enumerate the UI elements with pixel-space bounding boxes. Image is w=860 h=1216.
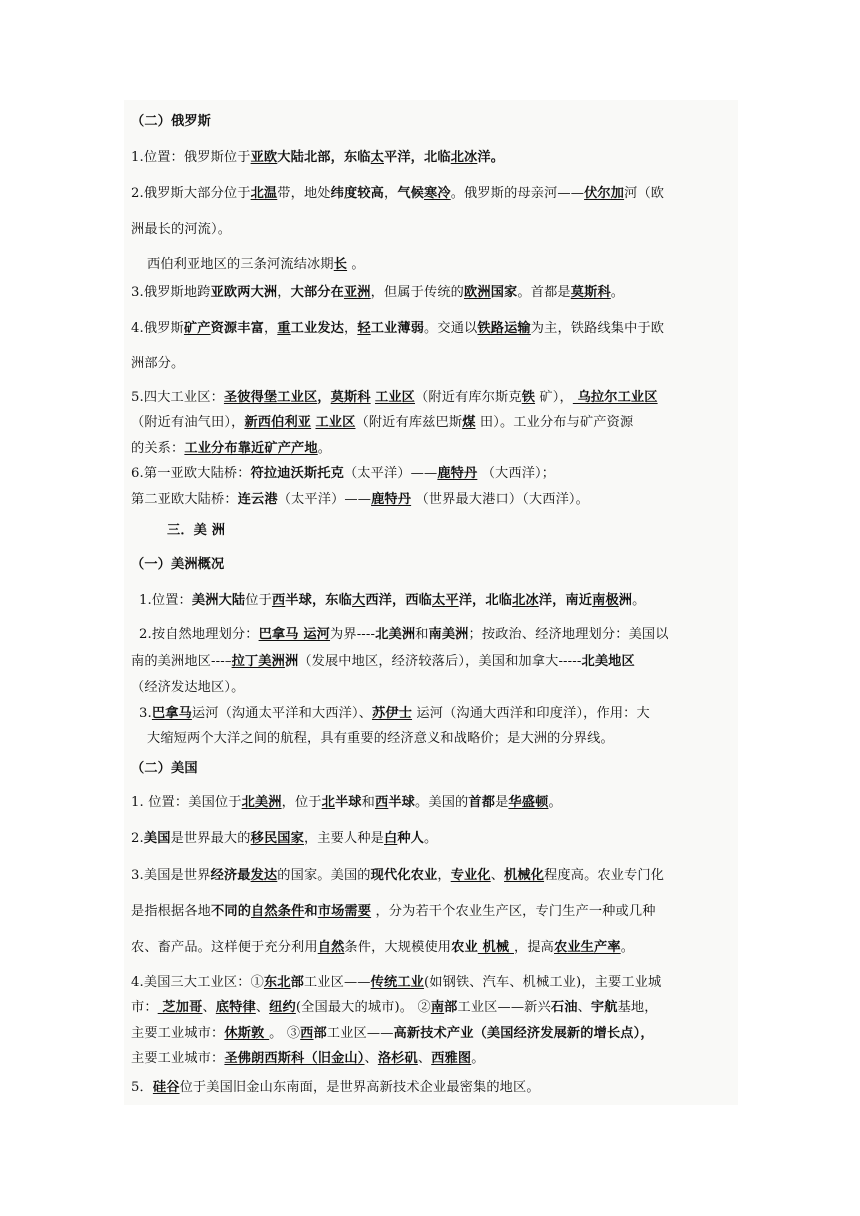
- text-segment: 。首都是: [517, 285, 571, 300]
- text-segment: 5.四大工业区：: [131, 390, 224, 405]
- text-line: [131, 1079, 540, 1097]
- text-line: [131, 903, 656, 921]
- text-segment: 3.美国是世界: [131, 868, 211, 883]
- text-segment: 洋，北临: [458, 593, 513, 608]
- text-segment: (全国最大的城市)。 ②: [295, 1000, 431, 1015]
- text-segment: 北温: [250, 186, 278, 201]
- text-segment: 、: [202, 1000, 216, 1015]
- text-line: [131, 465, 555, 483]
- text-segment: 寒冷: [424, 186, 451, 201]
- text-segment: 农、畜产品。这样便于充分利用: [131, 940, 318, 955]
- text-segment: 。: [632, 593, 646, 608]
- text-segment: ，提高: [513, 940, 554, 955]
- text-segment: 洋，南近: [538, 593, 593, 608]
- text-segment: ，但属于传统的: [370, 285, 465, 300]
- text-segment: （大西洋）；: [477, 466, 556, 481]
- text-segment: 、: [490, 868, 505, 883]
- text-line: [131, 284, 624, 302]
- text-segment: 北: [321, 795, 335, 810]
- text-segment: ，: [344, 321, 358, 336]
- text-segment: 程度高。农业专门化: [544, 868, 665, 883]
- text-segment: 圣彼得堡工业区: [223, 390, 318, 405]
- text-segment: 重: [277, 321, 291, 336]
- text-segment: 。美国的: [415, 795, 469, 810]
- text-segment: 工业薄弱: [370, 321, 425, 336]
- text-segment: ，: [437, 868, 451, 883]
- text-segment: 气候: [397, 186, 425, 201]
- text-line: [131, 1050, 485, 1068]
- text-segment: （二）美国: [131, 761, 198, 776]
- text-line: [131, 556, 224, 574]
- text-segment: ，: [384, 186, 398, 201]
- text-segment: ，分为若干个农业生产区，专门生产一种或几种: [371, 904, 656, 919]
- text-segment: 位于美国旧金山东南面，是世界高新技术企业最密集的地区。: [179, 1080, 540, 1095]
- text-segment: 亚洲: [343, 285, 371, 300]
- text-line: [131, 320, 664, 338]
- text-segment: 美国: [143, 831, 171, 846]
- text-line: [139, 592, 645, 610]
- text-segment: 、: [255, 1000, 270, 1015]
- text-segment: 基地，: [617, 1000, 658, 1015]
- text-segment: （发展中地区，经济较落后），美国和加拿大-----: [298, 654, 582, 669]
- text-segment: 不同的: [211, 904, 252, 919]
- text-line: [131, 185, 664, 203]
- text-segment: ，位于: [281, 795, 322, 810]
- text-segment: 市：: [131, 1000, 158, 1015]
- text-segment: 部: [290, 975, 304, 990]
- text-segment: 洲: [284, 654, 299, 669]
- text-segment: 洋。: [477, 150, 505, 165]
- text-segment: 底特律: [215, 1000, 256, 1015]
- text-segment: 南美洲: [428, 627, 469, 642]
- text-segment: 三．美 洲: [167, 523, 226, 538]
- text-segment: 机械化: [504, 868, 545, 883]
- text-segment: 1. 位置：美国位于: [131, 795, 242, 810]
- text-line: [131, 999, 658, 1017]
- text-line: [131, 830, 437, 848]
- text-segment: 洛杉矶: [377, 1051, 418, 1066]
- text-segment: （一）美洲概况: [131, 557, 225, 572]
- text-segment: 机械: [477, 940, 514, 955]
- text-segment: 符拉迪沃斯托克: [250, 466, 344, 481]
- text-segment: 带，地处: [277, 186, 331, 201]
- text-segment: 新西伯利亚: [244, 415, 312, 430]
- text-segment: 铁: [521, 390, 536, 405]
- text-segment: 长: [333, 257, 348, 272]
- text-segment: 运河（沟通太平洋和大西洋）、: [191, 706, 373, 721]
- text-segment: 2.: [131, 831, 144, 846]
- text-segment: 亚欧两大洲: [210, 285, 278, 300]
- text-segment: 纬度较高: [330, 186, 384, 201]
- text-line: [131, 1025, 654, 1043]
- text-segment: 农业: [451, 940, 478, 955]
- text-segment: 5．: [131, 1080, 153, 1095]
- text-segment: 芝加哥: [157, 1000, 203, 1015]
- text-segment: 。: [620, 940, 635, 955]
- text-segment: 巴拿马 运河: [258, 627, 331, 642]
- text-segment: 种人: [397, 831, 425, 846]
- text-segment: 移民国家: [250, 831, 304, 846]
- text-segment: 4.美国三大工业区：①: [131, 975, 264, 990]
- text-segment: 铁路运输: [477, 321, 531, 336]
- text-segment: 华盛顿: [508, 795, 549, 810]
- text-segment: 洲部分。: [131, 356, 185, 371]
- text-segment: 平洋，北临: [384, 150, 451, 165]
- text-segment: 自然: [317, 940, 345, 955]
- text-segment: 西伯利亚地区的三条河流结冰期: [147, 257, 334, 272]
- text-segment: 2.俄罗斯大部分位于: [131, 186, 251, 201]
- text-segment: 拉丁美洲: [231, 654, 285, 669]
- text-segment: 是指根据各地: [131, 904, 212, 919]
- text-segment: 太: [370, 150, 384, 165]
- text-segment: 6.第一亚欧大陆桥：: [131, 466, 251, 481]
- text-segment: 北冰: [512, 593, 539, 608]
- text-segment: ；按政治、经济地理划分：美国以: [468, 627, 669, 642]
- text-segment: 煤: [462, 415, 476, 430]
- text-line: [167, 522, 225, 540]
- text-segment: ，主要人种是: [303, 831, 384, 846]
- text-segment: 工业区: [375, 390, 416, 405]
- text-segment: 大: [351, 593, 366, 608]
- text-segment: 首都: [468, 795, 496, 810]
- text-segment: 专业化: [450, 868, 491, 883]
- text-segment: 休斯敦: [224, 1026, 270, 1041]
- text-segment: 大缩短两个大洋之间的航程，具有重要的经济意义和战略价；是大洲的分界线。: [147, 731, 614, 746]
- text-segment: 连云港: [237, 492, 278, 507]
- text-segment: 工业分布靠近矿产产地: [184, 441, 318, 456]
- text-segment: 4.俄罗斯: [131, 321, 184, 336]
- text-line: [131, 794, 562, 812]
- text-line: [131, 355, 184, 373]
- text-segment: 为界----: [330, 627, 376, 642]
- text-segment: 工业区——新兴: [457, 1000, 551, 1015]
- text-segment: 北冰: [450, 150, 478, 165]
- text-segment: 和: [361, 795, 375, 810]
- text-segment: ，: [317, 390, 331, 405]
- text-segment: 资源丰富: [210, 321, 264, 336]
- text-segment: 工业区: [315, 415, 356, 430]
- text-segment: 大部分在: [290, 285, 344, 300]
- text-segment: 亚欧: [250, 150, 278, 165]
- text-segment: 传统工业: [370, 975, 424, 990]
- text-segment: 的关系：: [131, 441, 185, 456]
- text-segment: 部: [444, 1000, 458, 1015]
- text-segment: 自然条件: [251, 904, 305, 919]
- text-segment: 矿产: [183, 321, 211, 336]
- text-segment: 半球: [334, 795, 362, 810]
- text-segment: 高新技术产业（美国经济发展新的增长点）: [393, 1026, 641, 1041]
- text-segment: 苏伊士: [372, 706, 413, 721]
- text-line: [131, 389, 658, 407]
- text-segment: 西: [300, 1026, 314, 1041]
- text-segment: （二）俄罗斯: [131, 114, 212, 129]
- text-segment: 工业区——: [326, 1026, 394, 1041]
- text-segment: 、: [577, 1000, 591, 1015]
- text-segment: 是世界最大的: [170, 831, 251, 846]
- text-segment: 河（欧: [624, 186, 665, 201]
- text-line: [131, 939, 634, 957]
- text-segment: 3.: [139, 706, 152, 721]
- text-segment: （太平洋）——: [343, 466, 438, 481]
- text-segment: （世界最大港口）（大西洋）。: [411, 492, 589, 507]
- text-line: [131, 113, 211, 131]
- text-segment: 西: [375, 795, 389, 810]
- text-segment: 位于: [245, 593, 272, 608]
- text-segment: 是: [495, 795, 509, 810]
- text-segment: 发达: [250, 868, 278, 883]
- text-segment: 南极: [592, 593, 619, 608]
- text-segment: 硅谷: [152, 1080, 180, 1095]
- text-segment: （经济发达地区）。: [131, 680, 245, 695]
- text-segment: 矿），: [535, 390, 573, 405]
- text-segment: 条件，大规模使用: [344, 940, 452, 955]
- text-segment: 工业区——: [303, 975, 371, 990]
- text-segment: 北美洲: [375, 627, 416, 642]
- text-segment: 主要工业城市：: [131, 1051, 225, 1066]
- text-segment: 莫斯科: [570, 285, 611, 300]
- text-segment: 经济最: [210, 868, 251, 883]
- text-segment: 鹿特丹: [371, 492, 412, 507]
- text-segment: 主要工业城市：: [131, 1026, 225, 1041]
- text-segment: 洲最长的河流）。: [131, 222, 232, 237]
- text-segment: 伏尔加: [584, 186, 625, 201]
- text-segment: 太平: [432, 593, 459, 608]
- text-segment: 3.俄罗斯地跨: [131, 285, 211, 300]
- text-segment: 。俄罗斯的母亲河——: [450, 186, 585, 201]
- text-line: [131, 440, 331, 458]
- text-segment: 洲: [618, 593, 633, 608]
- text-segment: 和: [304, 904, 318, 919]
- text-line: [131, 760, 198, 778]
- text-line: [131, 491, 589, 509]
- text-segment: 为主，铁路线集中于欧: [530, 321, 665, 336]
- text-segment: 和: [415, 627, 429, 642]
- text-line: [131, 414, 633, 432]
- text-segment: 西洋，西临: [365, 593, 433, 608]
- text-segment: 1.位置：俄罗斯位于: [131, 150, 251, 165]
- text-segment: （附近有油气田），: [131, 415, 245, 430]
- text-segment: 部: [313, 1026, 327, 1041]
- text-segment: 宇航: [590, 1000, 618, 1015]
- text-segment: 。 ③: [269, 1026, 301, 1041]
- text-segment: （附近有库兹巴斯: [355, 415, 463, 430]
- text-line: [131, 653, 635, 671]
- text-segment: ，: [640, 1026, 654, 1041]
- text-segment: 的国家。美国的: [277, 868, 371, 883]
- text-segment: 北美地区: [581, 654, 635, 669]
- text-segment: 圣佛朗西斯科（旧金山）: [224, 1051, 365, 1066]
- text-segment: 国家: [490, 285, 518, 300]
- text-segment: 石油: [550, 1000, 578, 1015]
- text-segment: 工业发达: [290, 321, 344, 336]
- text-segment: ，: [277, 285, 291, 300]
- text-segment: 大陆北部，东临: [277, 150, 371, 165]
- text-segment: ，: [263, 321, 278, 336]
- text-segment: 巴拿马: [151, 706, 192, 721]
- text-segment: 纽约: [269, 1000, 296, 1015]
- text-segment: 鹿特丹: [437, 466, 478, 481]
- text-segment: 1.位置：: [139, 593, 192, 608]
- text-line: [147, 730, 614, 748]
- text-segment: 田）。工业分布与矿产资源: [475, 415, 634, 430]
- text-segment: 东北: [263, 975, 291, 990]
- text-segment: 农业生产率: [554, 940, 621, 955]
- text-line: [131, 679, 244, 697]
- text-segment: 。: [424, 831, 438, 846]
- text-segment: 西: [271, 593, 286, 608]
- text-segment: 半球: [388, 795, 416, 810]
- text-segment: 。交通以: [424, 321, 478, 336]
- text-segment: 西雅图: [431, 1051, 472, 1066]
- text-segment: （附近有库尔斯克: [415, 390, 522, 405]
- text-line: [147, 256, 365, 274]
- text-segment: 。: [548, 795, 562, 810]
- text-segment: 莫斯科: [330, 390, 371, 405]
- text-segment: 。: [610, 285, 625, 300]
- text-segment: 。: [317, 441, 332, 456]
- text-segment: 运河（沟通大西洋和印度洋），作用：大: [412, 706, 650, 721]
- text-segment: 。: [347, 257, 365, 272]
- text-segment: 北美洲: [241, 795, 282, 810]
- text-segment: 、: [364, 1051, 378, 1066]
- text-segment: 市场需要: [317, 904, 372, 919]
- text-segment: 第二亚欧大陆桥：: [131, 492, 238, 507]
- text-segment: 现代化农业: [370, 868, 438, 883]
- text-segment: 南: [430, 1000, 445, 1015]
- text-segment: 、: [417, 1051, 432, 1066]
- text-segment: 美洲大陆: [191, 593, 246, 608]
- text-segment: 轻: [357, 321, 371, 336]
- text-segment: (如钢铁、汽车、机械工业)，主要工业城: [424, 975, 662, 990]
- text-segment: 白: [384, 831, 398, 846]
- text-line: [139, 626, 669, 644]
- text-segment: 乌拉尔工业区: [572, 390, 658, 405]
- text-line: [131, 221, 231, 239]
- text-segment: 欧洲: [464, 285, 491, 300]
- text-line: [139, 705, 650, 723]
- text-segment: 。: [471, 1051, 485, 1066]
- text-segment: 南的美洲地区---–: [131, 654, 232, 669]
- text-line: [131, 867, 664, 885]
- text-line: [131, 149, 504, 167]
- text-line: [131, 974, 661, 992]
- text-segment: 半球，东临: [285, 593, 352, 608]
- text-segment: 2.按自然地理划分：: [139, 627, 259, 642]
- text-segment: （太平洋）——: [277, 492, 372, 507]
